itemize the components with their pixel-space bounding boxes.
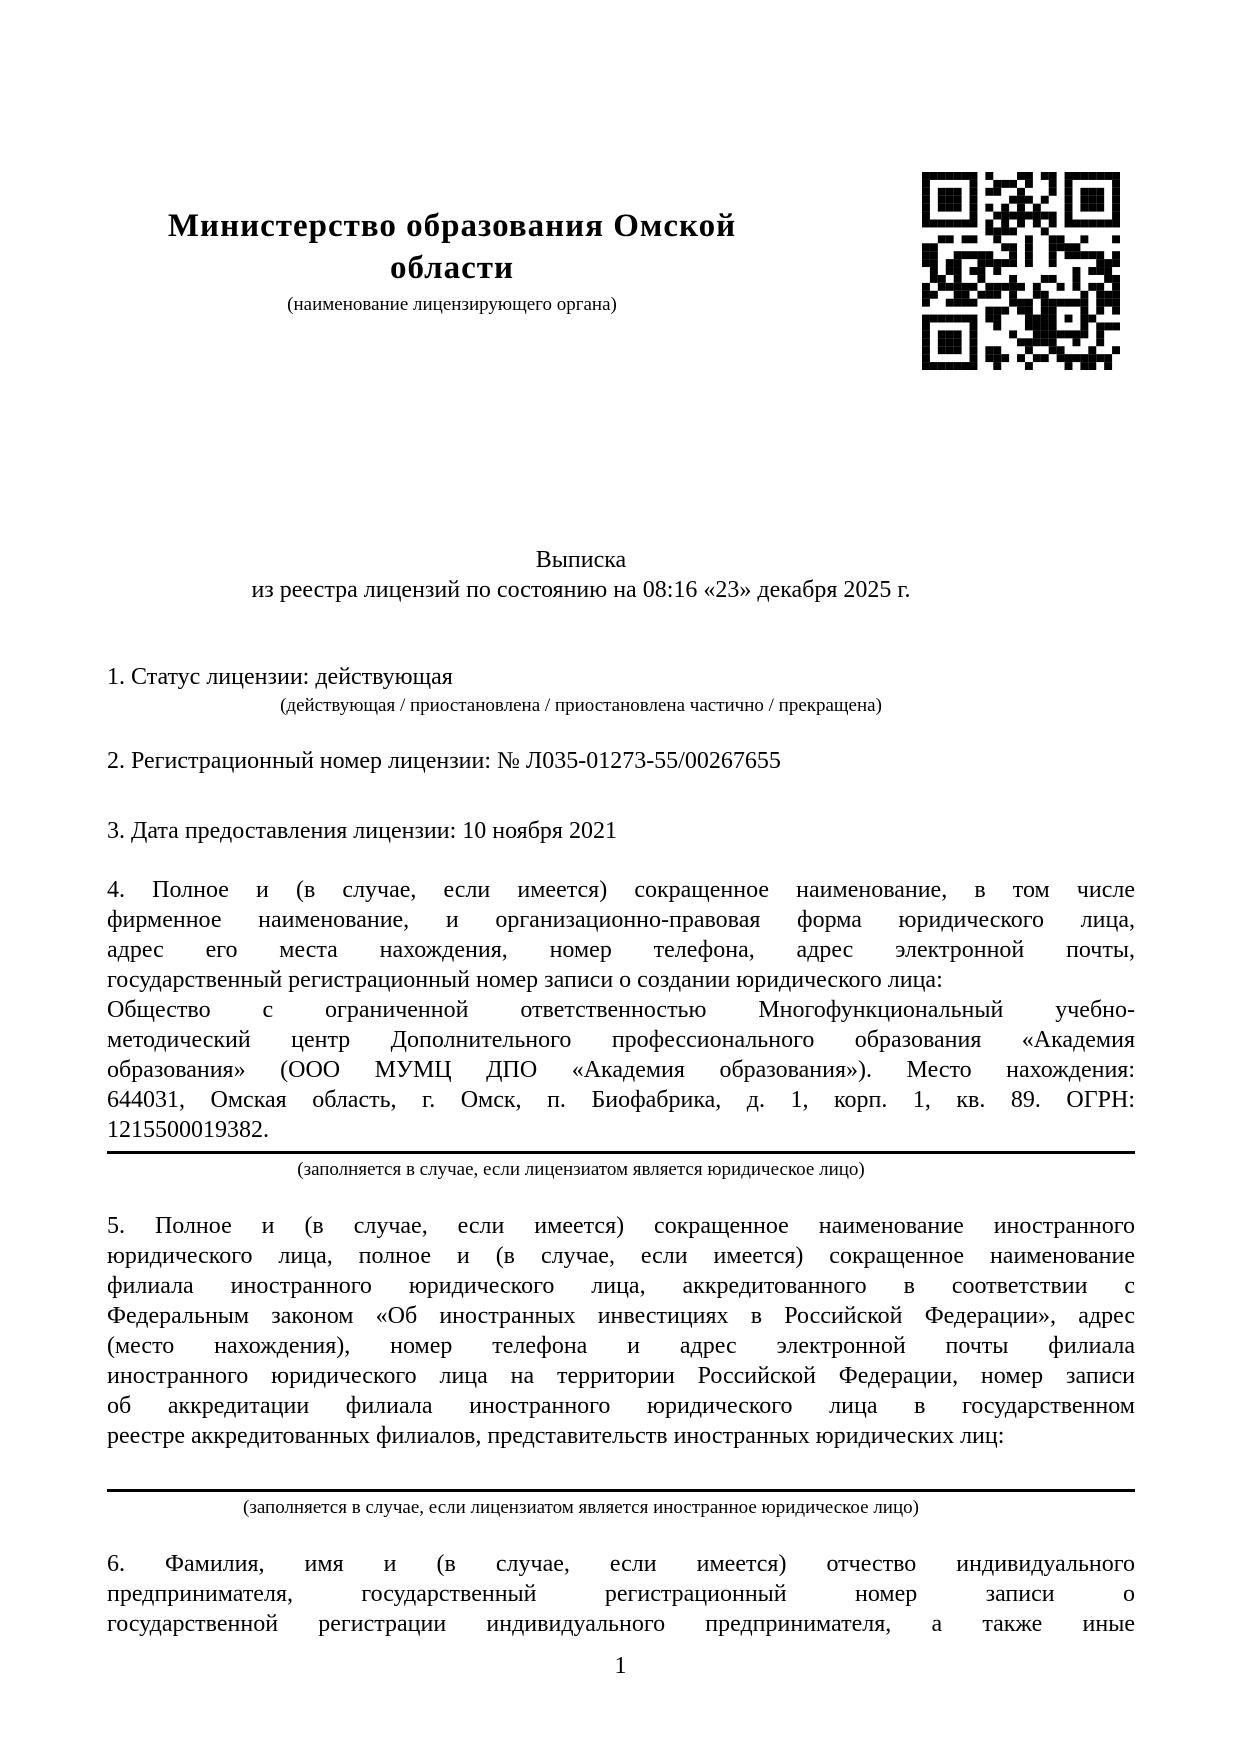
- text-line: реестре аккредитованных филиалов, представительств иностранных юридических лиц:: [107, 1423, 1005, 1449]
- text-line: предпринимателя, государственный регистрационный номер записи о: [107, 1581, 1135, 1607]
- text-line: Федеральным законом «Об иностранных инвестициях в Российской Федерации», адрес: [107, 1303, 1135, 1329]
- licensing-authority-caption: (наименование лицензирующего органа): [287, 294, 617, 315]
- text-line: филиала иностранного юридического лица, аккредитованного в соответствии с: [107, 1273, 1135, 1299]
- item-4-legal-entity-details: [107, 995, 1135, 1145]
- page-number: 1: [614, 1653, 627, 1679]
- text-line: 5. Полное и (в случае, если имеется) сокращенное наименование иностранного: [107, 1213, 1135, 1239]
- item-4-legal-entity-requirements: [107, 875, 1135, 995]
- extract-title: Выписка: [535, 547, 627, 573]
- divider-line-foreign-entity: [107, 1489, 1135, 1492]
- qr-code-icon: [922, 172, 1120, 370]
- text-line: Общество с ограниченной ответственностью Многофункциональный учебно-: [107, 997, 1135, 1023]
- divider-line-legal-entity: [107, 1151, 1135, 1154]
- legal-entity-fill-caption: (заполняется в случае, если лицензиатом является юридическое лицо): [297, 1159, 865, 1180]
- licensing-authority-block: [107, 205, 797, 317]
- text-line: (место нахождения), номер телефона и адрес электронной почты филиала: [107, 1333, 1135, 1359]
- item-3-grant-date: 3. Дата предоставления лицензии: 10 ноября 2021: [107, 818, 617, 844]
- text-line: фирменное наименование, и организационно-правовая форма юридического лица,: [107, 907, 1135, 933]
- text-line: юридического лица, полное и (в случае, если имеется) сокращенное наименование: [107, 1243, 1135, 1269]
- item-6-individual-entrepreneur: [107, 1549, 1135, 1639]
- text-line: 4. Полное и (в случае, если имеется) сокращенное наименование, в том числе: [107, 877, 1135, 903]
- item-2-registration-number: 2. Регистрационный номер лицензии: № Л035-01273-55/00267655: [107, 748, 781, 774]
- licensing-authority-name: Министерство образования Омской области: [167, 208, 737, 286]
- text-line: 644031, Омская область, г. Омск, п. Биофабрика, д. 1, корп. 1, кв. 89. ОГРН:: [107, 1087, 1135, 1113]
- item-1-status-options-caption: (действующая / приостановлена / приостановлена частично / прекращена): [280, 695, 882, 716]
- text-line: методический центр Дополнительного профессионального образования «Академия: [107, 1027, 1135, 1053]
- text-line: 1215500019382.: [107, 1117, 269, 1143]
- foreign-entity-fill-caption: (заполняется в случае, если лицензиатом является иностранное юридическое лицо): [243, 1497, 919, 1518]
- text-line: адрес его места нахождения, номер телефона, адрес электронной почты,: [107, 937, 1135, 963]
- extract-heading: [107, 545, 1135, 605]
- text-line: государственный регистрационный номер записи о создании юридического лица:: [107, 967, 943, 993]
- text-line: образования» (ООО МУМЦ ДПО «Академия образования»). Место нахождения:: [107, 1057, 1135, 1083]
- item-5-foreign-entity: [107, 1211, 1135, 1451]
- text-line: иностранного юридического лица на территории Российской Федерации, номер записи: [107, 1363, 1135, 1389]
- text-line: государственной регистрации индивидуального предпринимателя, а также иные: [107, 1611, 1135, 1637]
- extract-date-line: из реестра лицензий по состоянию на 08:16 «23» декабря 2025 г.: [251, 577, 911, 603]
- item-1-license-status: 1. Статус лицензии: действующая: [107, 664, 453, 690]
- text-line: 6. Фамилия, имя и (в случае, если имеется) отчество индивидуального: [107, 1551, 1135, 1577]
- text-line: об аккредитации филиала иностранного юридического лица в государственном: [107, 1393, 1135, 1419]
